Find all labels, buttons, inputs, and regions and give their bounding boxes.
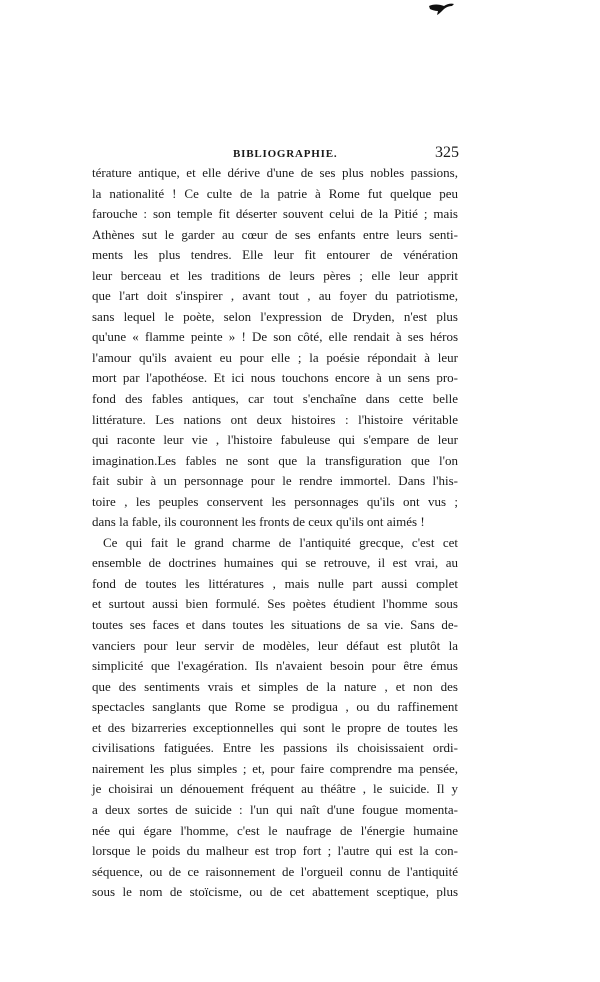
text-line: littérature. Les nations ont deux histoires : l'histoire véritable bbox=[92, 411, 458, 427]
text-line: dans la fable, ils couronnent les fronts de ceux qu'ils ont aimés ! bbox=[92, 514, 425, 530]
text-line: fond de toutes les littératures , mais nulle part aussi complet bbox=[92, 575, 458, 591]
body-text bbox=[92, 163, 458, 903]
text-line: née qui égare l'homme, c'est le naufrage de l'énergie humaine bbox=[92, 822, 458, 838]
ink-blot-mark-icon bbox=[427, 2, 455, 16]
paragraph-2 bbox=[92, 533, 458, 903]
text-line: vanciers pour leur servir de modèles, leur défaut est plutôt la bbox=[92, 637, 458, 653]
text-line: leur berceau et les traditions de leurs pères ; elle leur apprit bbox=[92, 267, 458, 283]
paragraph-1 bbox=[92, 163, 458, 533]
text-line: qui raconte leur vie , l'histoire fabuleuse qui s'empare de leur bbox=[92, 432, 458, 448]
text-line: l'amour qu'ils avaient eu pour elle ; la poésie répondait à leur bbox=[92, 349, 458, 365]
text-line: a deux sortes de suicide : l'un qui naît d'une fougue momenta- bbox=[92, 801, 458, 817]
text-line: toire , les peuples conservent les personnages qu'ils ont vus ; bbox=[92, 493, 458, 509]
text-line: fait subir à un personnage pour le rendre immortel. Dans l'his- bbox=[92, 473, 458, 489]
running-title: BIBLIOGRAPHIE. bbox=[233, 148, 338, 160]
text-line: toutes ses faces et dans toutes les situations de sa vie. Sans de- bbox=[92, 617, 458, 633]
text-line: sous le nom de stoïcisme, ou de cet abattement sceptique, plus bbox=[92, 884, 458, 900]
text-line: nairement les plus simples ; et, pour faire comprendre ma pensée, bbox=[92, 760, 458, 776]
text-line: je choisirai un dénouement fréquent au théâtre , le suicide. Il y bbox=[92, 781, 458, 797]
text-line: Ce qui fait le grand charme de l'antiquité grecque, c'est cet bbox=[103, 534, 458, 550]
text-line: la nationalité ! Ce culte de la patrie à Rome fut quelque peu bbox=[92, 185, 458, 201]
text-line: que l'art doit s'inspirer , avant tout , au foyer du patriotisme, bbox=[92, 288, 458, 304]
text-line: farouche : son temple fit déserter souvent celui de la Pitié ; mais bbox=[92, 206, 458, 222]
text-line: mort par l'apothéose. Et ici nous touchons encore à un sens pro- bbox=[92, 370, 458, 386]
text-line: imagination.Les fables ne sont que la transfiguration que l'on bbox=[92, 452, 458, 468]
text-line: térature antique, et elle dérive d'une de ses plus nobles passions, bbox=[92, 165, 458, 180]
text-line: spectacles sanglants que Rome se prodigua , ou du raffinement bbox=[92, 699, 458, 715]
text-line: qu'une « flamme peinte » ! De son côté, elle rendait à ses héros bbox=[92, 329, 458, 345]
text-line: lorsque le poids du malheur est trop fort ; l'autre qui est la con- bbox=[92, 843, 458, 859]
text-line: et surtout aussi bien formulé. Ses poètes étudient l'homme sous bbox=[92, 596, 458, 612]
text-line: fond des fables antiques, car tout s'enchaîne dans cette belle bbox=[92, 391, 458, 407]
text-line: ments les plus tendres. Elle leur fit entourer de vénération bbox=[92, 247, 458, 263]
text-line: ensemble de doctrines humaines qui se retrouve, il est vrai, au bbox=[92, 555, 458, 571]
text-line: que des sentiments vrais et simples de la nature , et non des bbox=[92, 678, 458, 694]
page-number: 325 bbox=[435, 144, 459, 161]
text-line: séquence, ou de ce raisonnement de l'orgueil connu de l'antiquité bbox=[92, 863, 458, 879]
text-line: sans lequel le poète, selon l'expression de Dryden, n'est plus bbox=[92, 308, 458, 324]
text-line: civilisations fatiguées. Entre les passions ils choisissaient ordi- bbox=[92, 740, 458, 756]
text-line: Athènes sut le garder au cœur de ses enfants entre leurs senti- bbox=[92, 226, 458, 242]
text-line: et des bizarreries exceptionnelles qui sont le propre de toutes les bbox=[92, 719, 458, 735]
text-line: simplicité que l'exagération. Ils n'avaient besoin pour être émus bbox=[92, 658, 458, 674]
